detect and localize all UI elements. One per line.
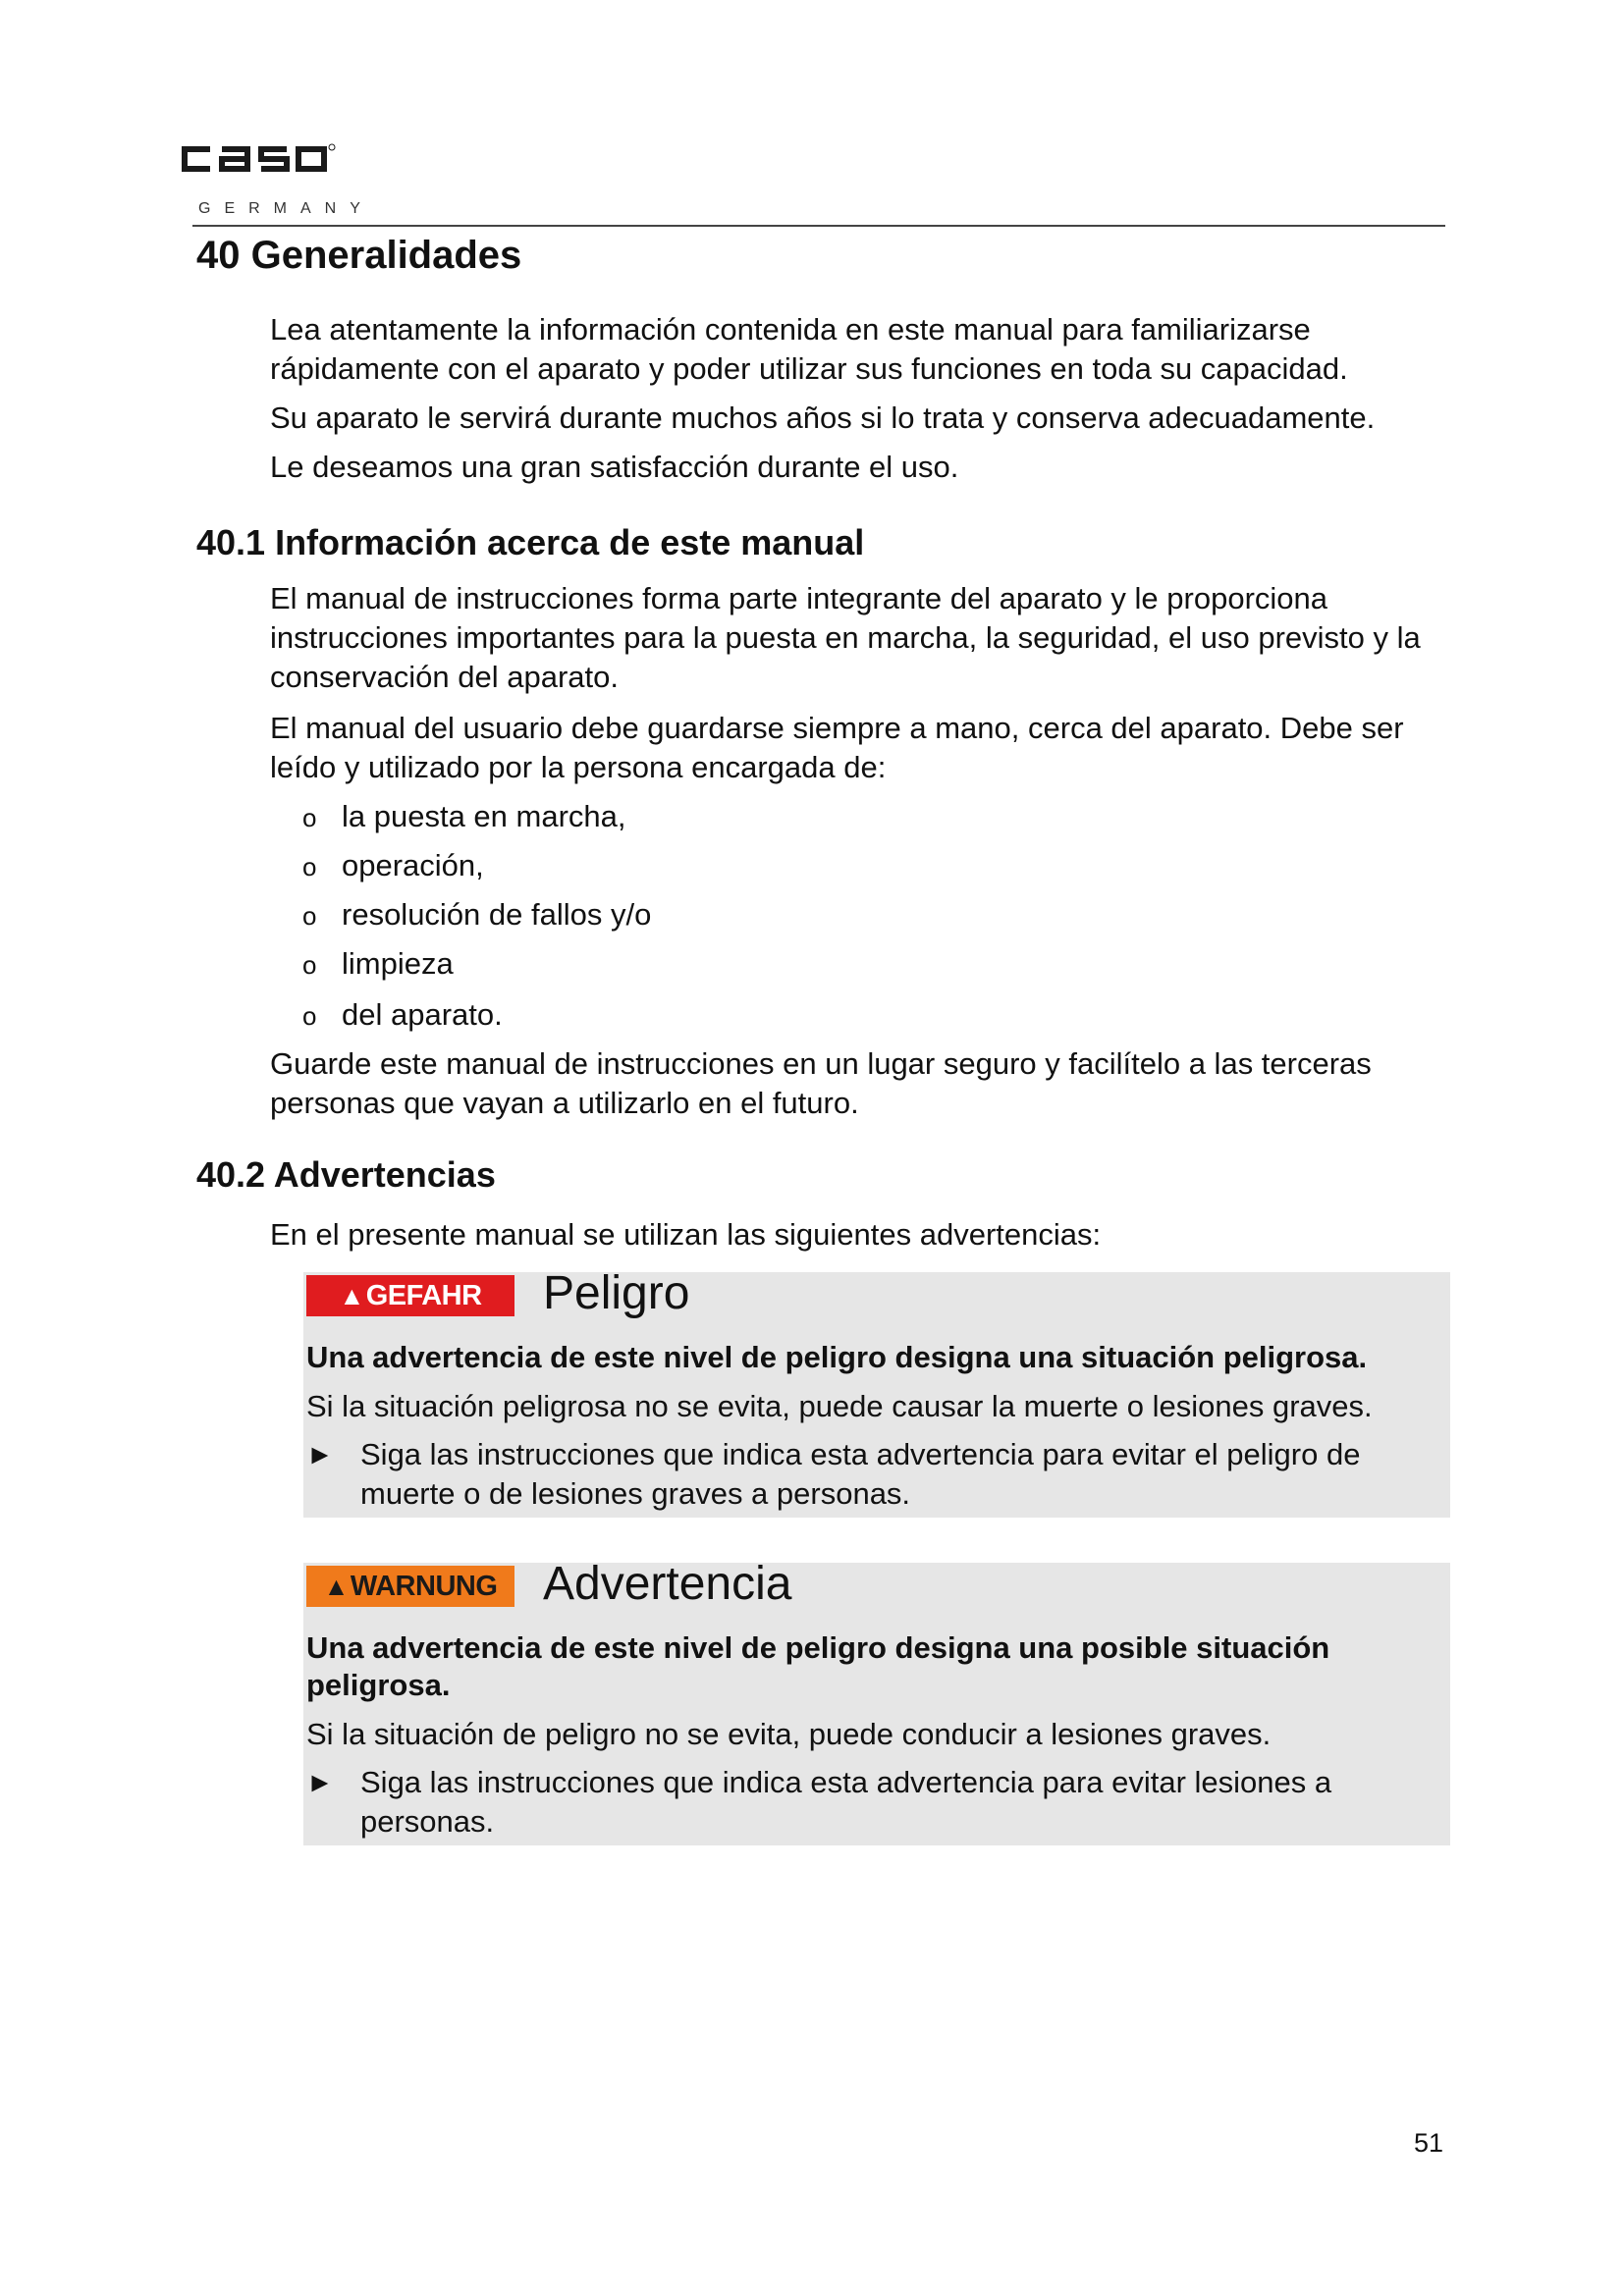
warning-triangle-icon: ▲: [323, 1571, 349, 1601]
bullet-mark: o: [302, 1001, 317, 1031]
list-item-text: limpieza: [342, 946, 454, 981]
manual-info-paragraph-1: El manual de instrucciones forma parte integrante del aparato y le proporciona instrucciones importantes para la puesta en marcha, la seguridad, el uso previsto y la conservación del aparato.: [270, 581, 1421, 694]
bullet-mark: o: [302, 852, 317, 881]
warning-text: Si la situación de peligro no se evita, puede conducir a lesiones graves.: [306, 1717, 1272, 1751]
warning-title: Advertencia: [543, 1558, 792, 1610]
bullet-mark: o: [302, 901, 317, 931]
subsection-2-title: 40.2 Advertencias: [196, 1154, 496, 1195]
bullet-mark: o: [302, 803, 317, 832]
section-title: 40 Generalidades: [196, 234, 522, 277]
arrow-icon: ►: [306, 1439, 334, 1469]
warning-triangle-icon: ▲: [339, 1280, 364, 1310]
caso-logo-mark: [177, 128, 373, 187]
warning-instruction: Siga las instrucciones que indica esta advertencia para evitar lesiones a personas.: [360, 1765, 1332, 1839]
header-rule: [192, 225, 1445, 227]
arrow-icon: ►: [306, 1767, 334, 1797]
warning-lead: Una advertencia de este nivel de peligro designa una posible situación peligrosa.: [306, 1630, 1330, 1702]
danger-badge: [306, 1275, 514, 1316]
subsection-1-title: 40.1 Información acerca de este manual: [196, 522, 865, 562]
intro-paragraph-2: Su aparato le servirá durante muchos años si lo trata y conserva adecuadamente.: [270, 400, 1376, 435]
danger-lead: Una advertencia de este nivel de peligro designa una situación peligrosa.: [306, 1340, 1368, 1374]
list-item-text: del aparato.: [342, 997, 503, 1032]
warning-box: [303, 1558, 1450, 1845]
warning-badge-label: WARNUNG: [350, 1570, 498, 1602]
danger-box: [303, 1267, 1450, 1518]
danger-instruction: Siga las instrucciones que indica esta advertencia para evitar el peligro de muerte o de lesiones graves a personas.: [360, 1437, 1361, 1511]
danger-text: Si la situación peligrosa no se evita, puede causar la muerte o lesiones graves.: [306, 1389, 1373, 1423]
warnings-intro: En el presente manual se utilizan las siguientes advertencias:: [270, 1217, 1102, 1252]
intro-paragraph-3: Le deseamos una gran satisfacción durante el uso.: [270, 450, 959, 484]
list-item-text: resolución de fallos y/o: [342, 897, 652, 932]
caso-logo: [177, 128, 373, 226]
list-item-text: operación,: [342, 848, 484, 882]
danger-title: Peligro: [543, 1267, 690, 1319]
logo-germany-text: GERMANY: [198, 200, 374, 217]
intro-paragraph-1: Lea atentamente la información contenida en este manual para familiarizarse rápidamente con el aparato y poder utilizar sus funciones en toda su capacidad.: [270, 312, 1348, 386]
bullet-mark: o: [302, 950, 317, 980]
manual-info-paragraph-2: El manual del usuario debe guardarse siempre a mano, cerca del aparato. Debe ser leído y utilizado por la persona encargada de:: [270, 711, 1404, 784]
danger-badge-label: GEFAHR: [365, 1279, 482, 1311]
warning-badge: [306, 1566, 514, 1607]
page-number: 51: [1414, 2128, 1444, 2158]
manual-info-paragraph-3: Guarde este manual de instrucciones en un lugar seguro y facilítelo a las terceras personas que vayan a utilizarlo en el futuro.: [270, 1046, 1372, 1120]
list-item-text: la puesta en marcha,: [342, 799, 626, 833]
